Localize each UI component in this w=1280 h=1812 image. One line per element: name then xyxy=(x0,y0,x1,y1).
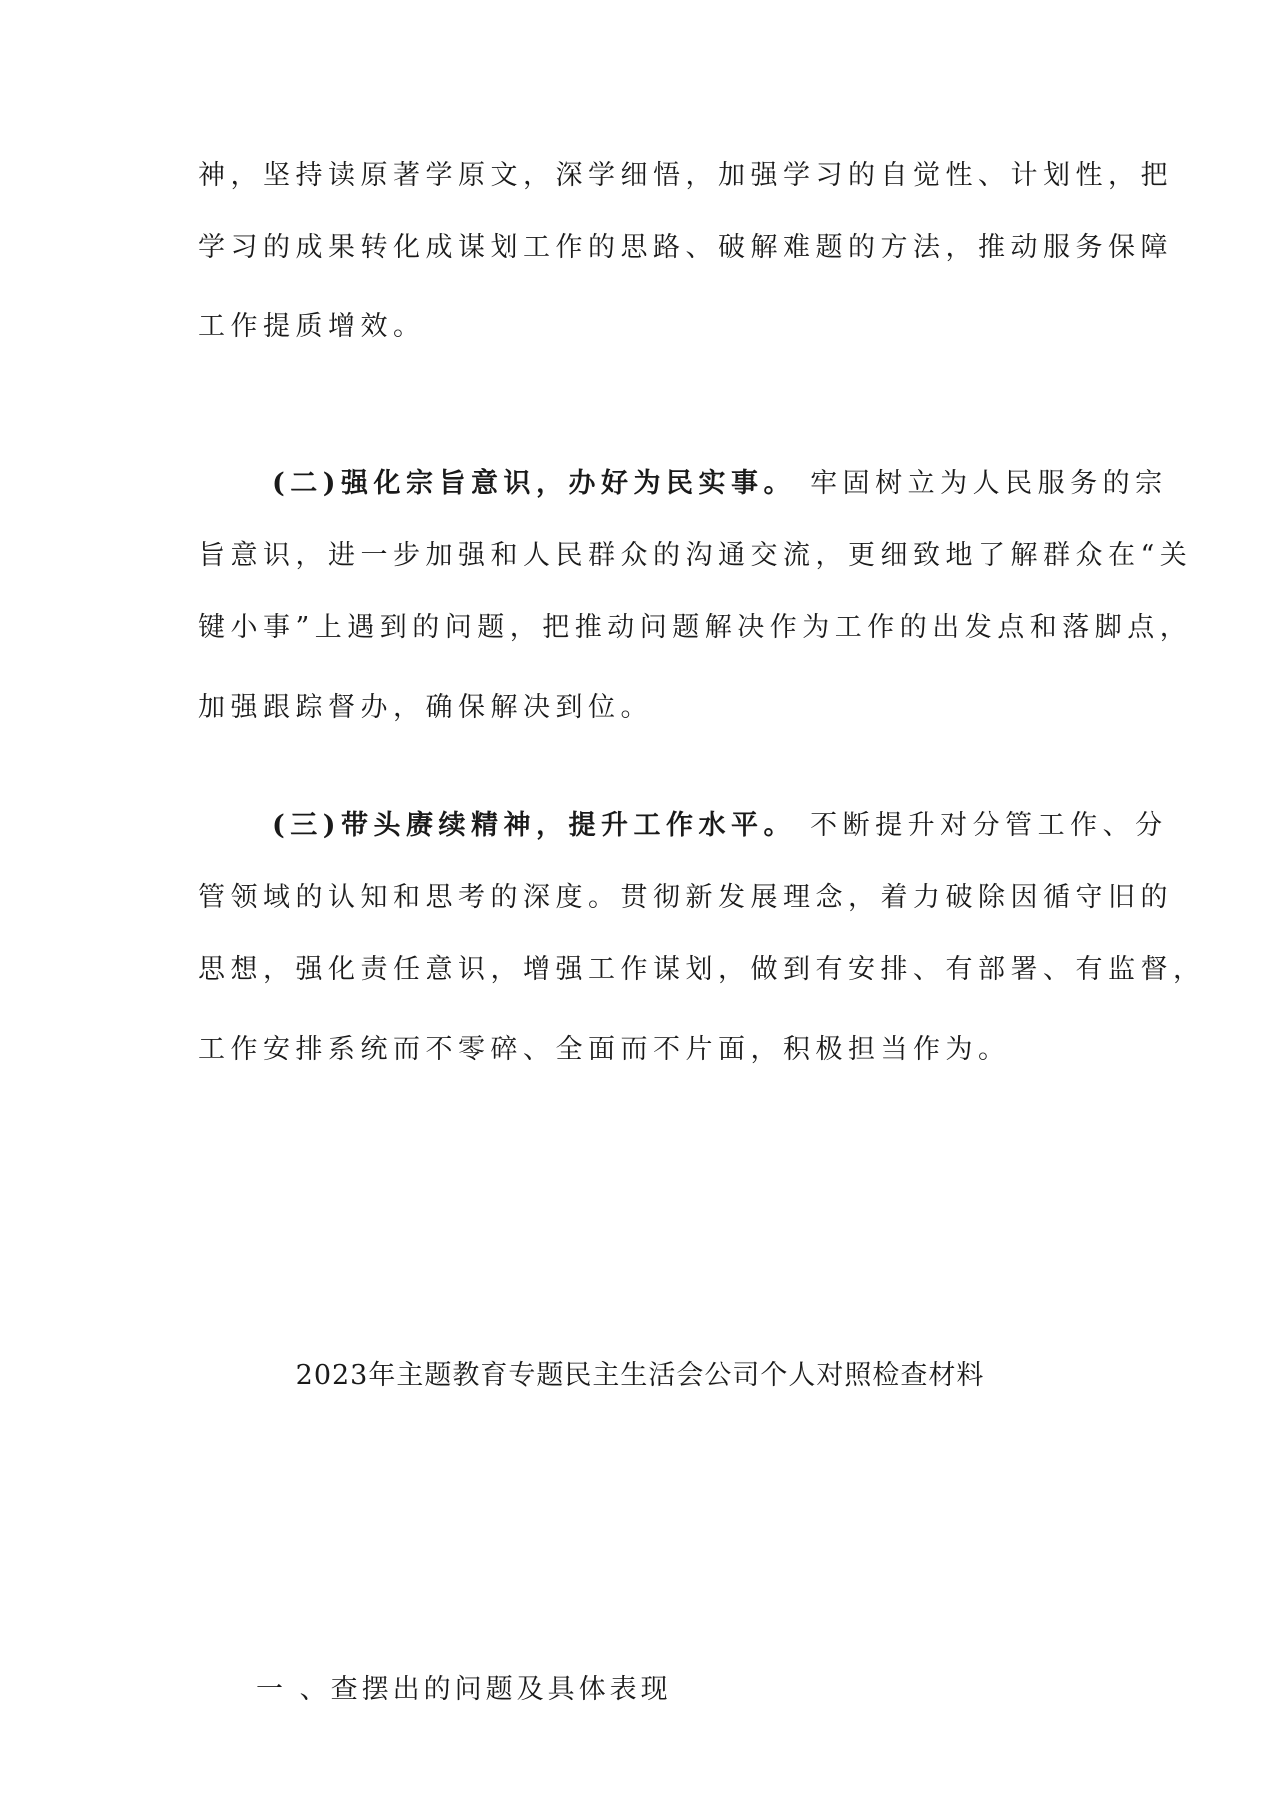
paragraph-1-line-1: 神，坚持读原著学原文，深学细悟，加强学习的自觉性、计划性，把 xyxy=(198,160,1173,191)
paragraph-2-line-2: 旨意识，进一步加强和人民群众的沟通交流，更细致地了解群众在“关 xyxy=(198,540,1193,571)
paragraph-2-line-1-text: 牢固树立为人民服务的宗 xyxy=(796,468,1168,499)
paragraph-2-heading: (二)强化宗旨意识，办好为民实事。 xyxy=(272,468,797,499)
paragraph-3-line-1-text: 不断提升对分管工作、分 xyxy=(796,810,1168,841)
section-heading-one: 一 、查摆出的问题及具体表现 xyxy=(256,1674,672,1705)
paragraph-3-line-2: 管领域的认知和思考的深度。贯彻新发展理念，着力破除因循守旧的 xyxy=(198,882,1173,913)
paragraph-3-heading: (三)带头赓续精神，提升工作水平。 xyxy=(272,810,797,841)
paragraph-2-line-3: 键小事”上遇到的问题，把推动问题解决作为工作的出发点和落脚点， xyxy=(198,612,1193,643)
paragraph-2-line-4: 加强跟踪督办，确保解决到位。 xyxy=(198,692,653,723)
paragraph-2-line-1 xyxy=(272,466,1172,502)
paragraph-1-line-2: 学习的成果转化成谋划工作的思路、破解难题的方法，推动服务保障 xyxy=(198,232,1173,263)
paragraph-3-line-1 xyxy=(272,808,1172,844)
paragraph-1-line-3: 工作提质增效。 xyxy=(198,311,426,342)
paragraph-3-line-3: 思想，强化责任意识，增强工作谋划，做到有安排、有部署、有监督， xyxy=(198,954,1206,985)
document-title: 2023年主题教育专题民主生活会公司个人对照检查材料 xyxy=(295,1360,985,1391)
paragraph-3-line-4: 工作安排系统而不零碎、全面而不片面，积极担当作为。 xyxy=(198,1034,1011,1065)
